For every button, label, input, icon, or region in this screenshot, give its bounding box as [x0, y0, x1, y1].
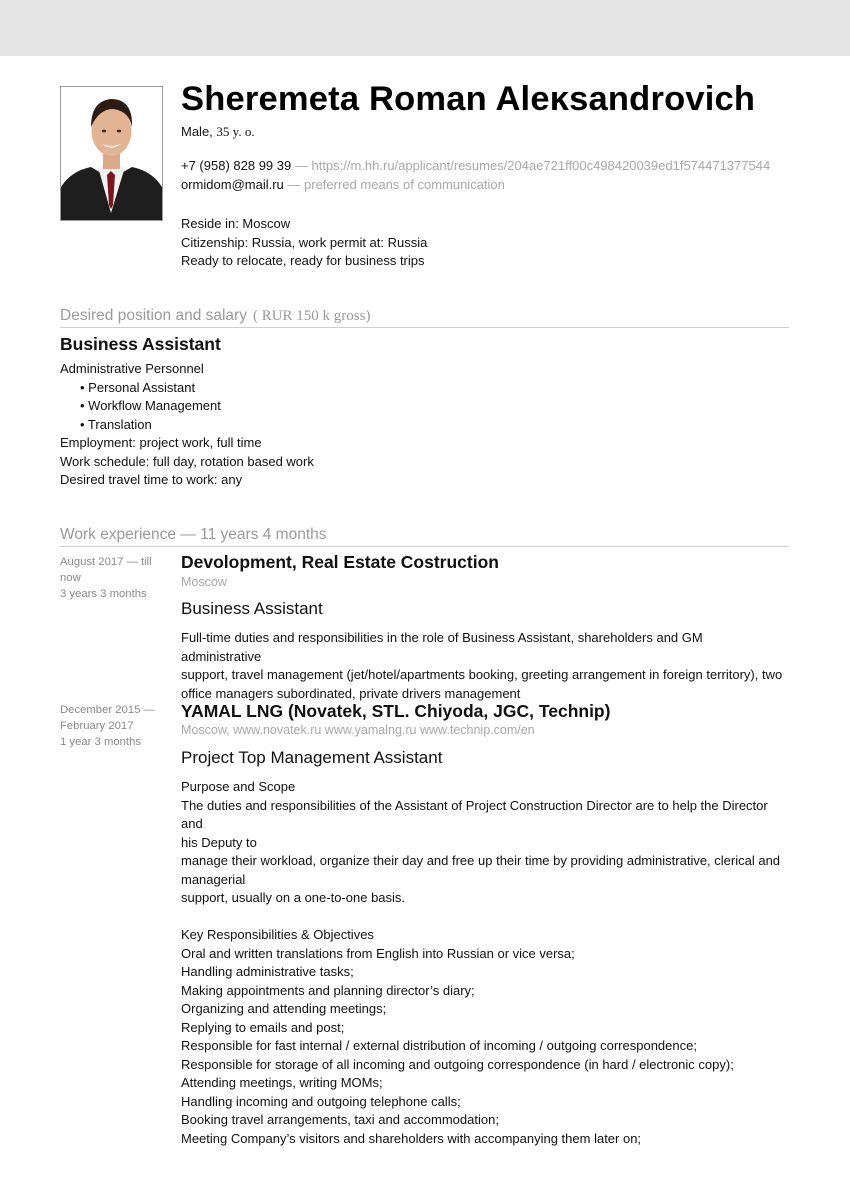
- job-description: [181, 629, 786, 703]
- description-line: support, usually on a one-to-one basis.: [181, 890, 406, 905]
- desired-salary: ( RUR 150 k gross): [252, 308, 371, 324]
- work-experience-heading: Work experience — 11 years 4 months: [60, 526, 789, 547]
- description-line: Handling administrative tasks;: [181, 964, 354, 979]
- description-line: Booking travel arrangements, taxi and accommodation;: [181, 1112, 499, 1127]
- description-line: Making appointments and planning director’s diary;: [181, 982, 475, 998]
- description-line: support, travel management (jet/hotel/apartments booking, greeting arrangement in foreign territory), two: [181, 667, 783, 682]
- gender-age: [181, 124, 255, 140]
- period-start: August 2017 — till: [60, 556, 152, 568]
- description-line: managerial: [181, 871, 246, 887]
- description-line: The duties and responsibilities of the Assistant of Project Construction Director are to help the Director and: [181, 797, 768, 831]
- company-location: Moscow: [181, 575, 227, 589]
- description-line: manage their workload, organize their day and free up their time by providing administrative, clerical and: [181, 853, 781, 868]
- period-end: February 2017: [60, 720, 134, 732]
- job-role: Project Top Management Assistant: [181, 748, 443, 767]
- description-line: Full-time duties and responsibilities in the role of Business Assistant, shareholders and GM administrative: [181, 630, 703, 664]
- citizenship-info: Citizenship: Russia, work permit at: Russia: [181, 235, 428, 250]
- description-line: office managers subordinated, private drivers management: [181, 685, 521, 701]
- specialization-item: • Workflow Management: [80, 398, 221, 413]
- gender: Male,: [181, 124, 213, 139]
- job-duration: 1 year 3 months: [60, 736, 142, 748]
- job-period: [60, 702, 170, 750]
- job-role: Business Assistant: [181, 599, 323, 618]
- description-line: Organizing and attending meetings;: [181, 1001, 387, 1016]
- age: 35 y. o.: [216, 124, 255, 139]
- description-line: Oral and written translations from English into Russian or vice versa;: [181, 945, 575, 961]
- description-line: Replying to emails and post;: [181, 1019, 345, 1035]
- top-bar: [0, 0, 850, 56]
- desired-position-title: Business Assistant: [60, 334, 221, 354]
- desired-details: [60, 360, 314, 490]
- job-description: [181, 778, 786, 1148]
- employment-type: Employment: project work, full time: [60, 435, 262, 450]
- email-line: [181, 177, 505, 192]
- phone-line: [181, 158, 770, 173]
- profile-photo: [60, 86, 163, 221]
- specialization-item: • Translation: [80, 416, 152, 432]
- description-line: Purpose and Scope: [181, 779, 296, 794]
- desired-position-heading: [60, 307, 789, 328]
- email-address[interactable]: ormidom@mail.ru: [181, 177, 284, 192]
- email-note: — preferred means of communication: [287, 177, 505, 192]
- description-line: Attending meetings, writing MOMs;: [181, 1075, 383, 1090]
- job-duration: 3 years 3 months: [60, 588, 147, 600]
- period-end: now: [60, 572, 81, 584]
- travel-time: Desired travel time to work: any: [60, 472, 243, 487]
- description-line: Handling incoming and outgoing telephone calls;: [181, 1093, 461, 1109]
- description-line: Responsible for fast internal / external distribution of incoming / outgoing correspondence;: [181, 1038, 697, 1053]
- description-spacer: [181, 908, 786, 927]
- company-location: Moscow, www.novatek.ru www.yamalng.ru www.technip.com/en: [181, 723, 535, 737]
- company-name: YAMAL LNG (Novatek, STL. Chiyoda, JGC, Technip): [181, 701, 611, 721]
- candidate-name: Sheremeta Roman Aleĸsandrovich: [181, 80, 756, 118]
- reside-info: Reside in: Moscow: [181, 216, 291, 231]
- period-start: December 2015 —: [60, 704, 155, 716]
- description-line: Responsible for storage of all incoming and outgoing correspondence (in hard / electronic copy);: [181, 1056, 734, 1072]
- job-period: [60, 554, 170, 602]
- description-line: Key Responsibilities & Objectives: [181, 927, 374, 942]
- description-line: Meeting Company’s visitors and shareholders with accompanying them later on;: [181, 1130, 642, 1146]
- company-name: Devolopment, Real Estate Costruction: [181, 552, 499, 572]
- description-line: his Deputy to: [181, 834, 257, 850]
- specialization-item: • Personal Assistant: [80, 379, 196, 395]
- job-category: Administrative Personnel: [60, 361, 204, 376]
- relocation-info: Ready to relocate, ready for business trips: [181, 253, 425, 268]
- phone-number[interactable]: +7 (958) 828 99 39: [181, 158, 292, 173]
- desired-position-label: Desired position and salary: [60, 307, 247, 324]
- resume-link[interactable]: — https://m.hh.ru/applicant/resumes/204ae721ff00c498420039ed1f574471377544: [294, 158, 771, 173]
- work-schedule: Work schedule: full day, rotation based work: [60, 453, 314, 469]
